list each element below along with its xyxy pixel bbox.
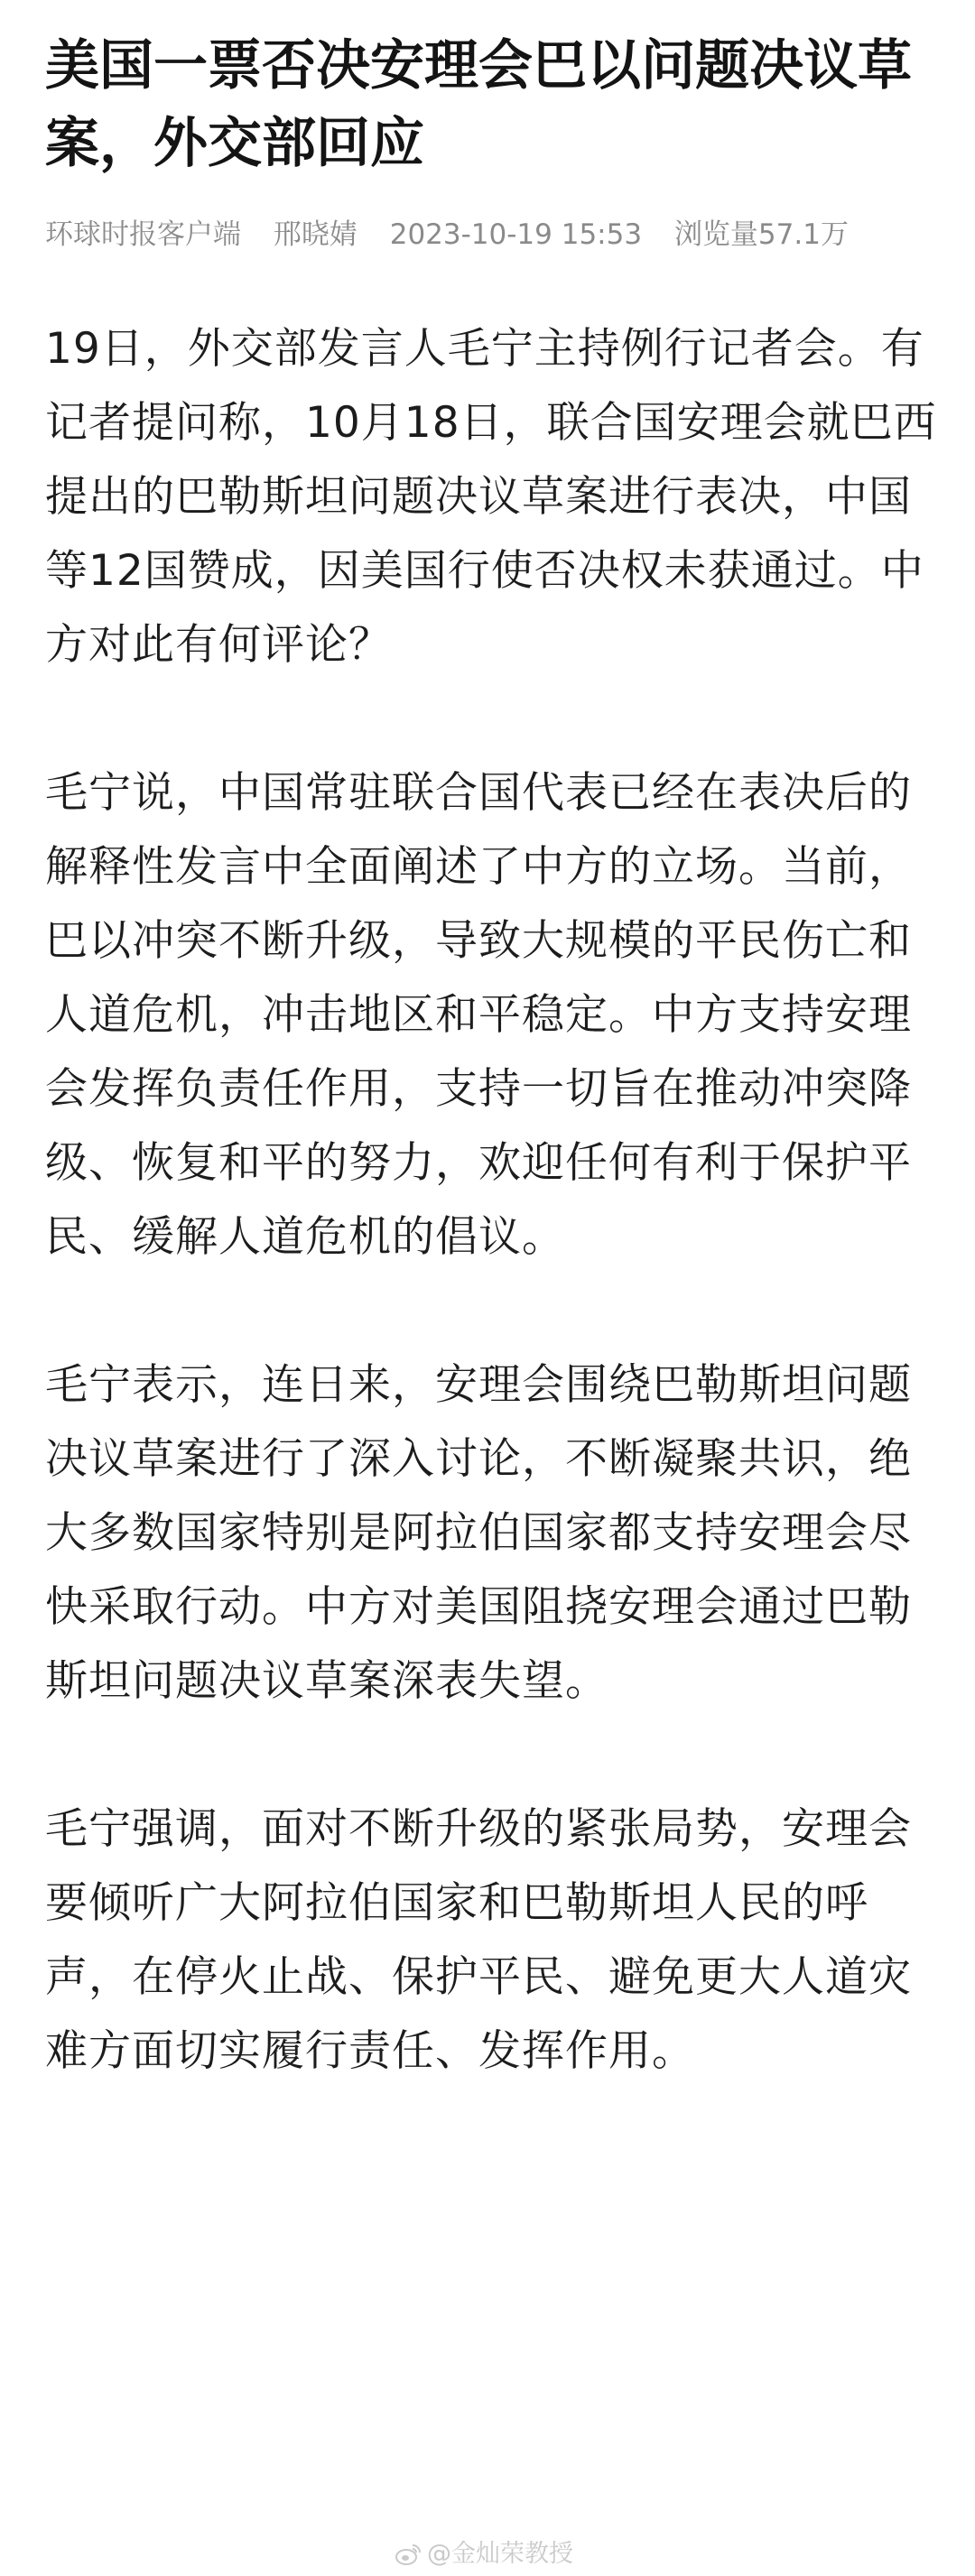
publish-datetime: 2023-10-19 15:53	[389, 218, 643, 251]
article-title: 美国一票否决安理会巴以问题决议草案，外交部回应	[45, 34, 912, 175]
author-label: 邢晓婧	[273, 218, 358, 251]
watermark-text: @金灿荣教授	[427, 2540, 573, 2568]
paragraph-3: 毛宁表示，连日来，安理会围绕巴勒斯坦问题决议草案进行了深入讨论，不断凝聚共识，绝大多数国家特别是阿拉伯国家都支持安理会尽快采取行动。中方对美国阻挠安理会通过巴勒斯坦问题决议草案深表失望。	[45, 1360, 912, 1706]
article-meta	[45, 215, 939, 255]
paragraph-1: 19日，外交部发言人毛宁主持例行记者会。有记者提问称，10月18日，联合国安理会就巴西提出的巴勒斯坦问题决议草案进行表决，中国等12国赞成，因美国行使否决权未获通过。中方对此有何评论？	[45, 324, 937, 670]
weibo-watermark	[395, 2541, 573, 2568]
article	[45, 27, 939, 2089]
source-label[interactable]: 环球时报客户端	[45, 218, 241, 251]
paragraph-4: 毛宁强调，面对不断升级的紧张局势，安理会要倾听广大阿拉伯国家和巴勒斯坦人民的呼声，在停火止战、保护平民、避免更大人道灾难方面切实履行责任、发挥作用。	[45, 1804, 912, 2076]
paragraph-2: 毛宁说，中国常驻联合国代表已经在表决后的解释性发言中全面阐述了中方的立场。当前，巴以冲突不断升级，导致大规模的平民伤亡和人道危机，冲击地区和平稳定。中方支持安理会发挥负责任作用，支持一切旨在推动冲突降级、恢复和平的努力，欢迎任何有利于保护平民、缓解人道危机的倡议。	[45, 768, 912, 1262]
weibo-icon	[395, 2543, 422, 2566]
view-count: 浏览量57.1万	[673, 218, 849, 251]
